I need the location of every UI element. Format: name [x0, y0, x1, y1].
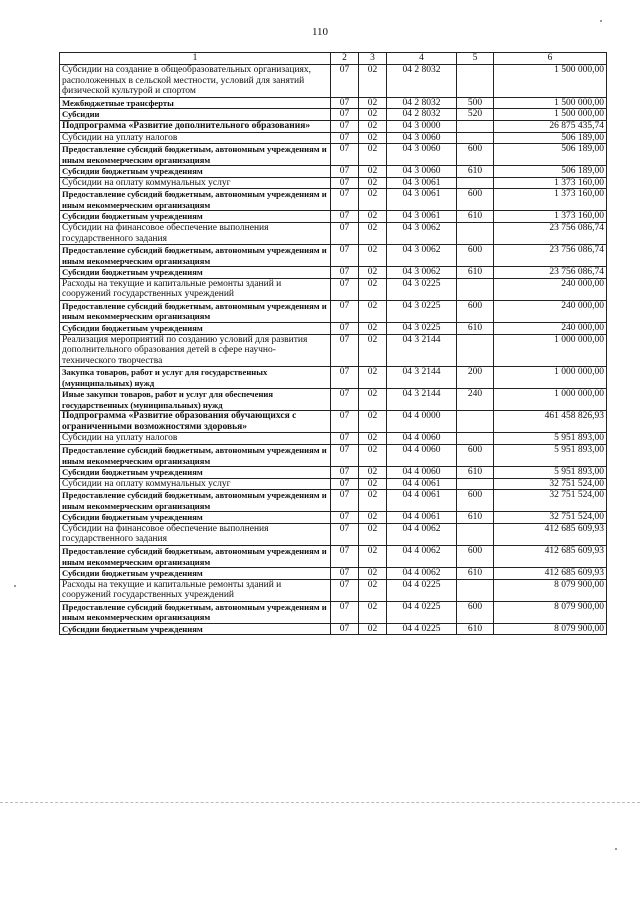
row-col-2: 07: [331, 177, 359, 189]
row-col-5: 610: [457, 267, 494, 279]
row-col-4: 04 4 0060: [387, 467, 457, 479]
row-col-2: 07: [331, 411, 359, 433]
table-row: [60, 189, 607, 211]
table-row: [60, 300, 607, 322]
row-col-3: 02: [359, 245, 387, 267]
row-name: Предоставление субсидий бюджетным, автономным учреждениям и иным некоммерческим организациям: [60, 490, 331, 512]
row-col-2: 07: [331, 211, 359, 223]
row-name: Межбюджетные трансферты: [60, 97, 331, 109]
row-col-3: 02: [359, 267, 387, 279]
table-row: [60, 132, 607, 144]
row-name: Субсидии на уплату налогов: [60, 132, 331, 144]
row-col-4: 04 4 0062: [387, 523, 457, 545]
row-name: Субсидии на финансовое обеспечение выполнения государственного задания: [60, 523, 331, 545]
row-name: Субсидии бюджетным учреждениям: [60, 512, 331, 524]
row-col-2: 07: [331, 334, 359, 367]
header-col-5: 5: [457, 53, 494, 65]
table-row: [60, 334, 607, 367]
row-col-3: 02: [359, 490, 387, 512]
row-amount: 1 000 000,00: [494, 389, 607, 411]
row-name: Предоставление субсидий бюджетным, автономным учреждениям и иным некоммерческим организациям: [60, 300, 331, 322]
row-amount: 8 079 900,00: [494, 601, 607, 623]
row-name: Субсидии бюджетным учреждениям: [60, 623, 331, 635]
row-amount: 412 685 609,93: [494, 546, 607, 568]
row-col-2: 07: [331, 322, 359, 334]
row-amount: 32 751 524,00: [494, 512, 607, 524]
row-name: Предоставление субсидий бюджетным, автономным учреждениям и иным некоммерческим организациям: [60, 189, 331, 211]
row-col-5: [457, 222, 494, 244]
row-col-3: 02: [359, 144, 387, 166]
table-row: [60, 245, 607, 267]
row-name: Подпрограмма «Развитие образования обучающихся с ограниченными возможностями здоровья»: [60, 411, 331, 433]
row-col-3: 02: [359, 568, 387, 580]
row-col-2: 07: [331, 579, 359, 601]
row-name: Предоставление субсидий бюджетным, автономным учреждениям и иным некоммерческим организациям: [60, 245, 331, 267]
row-col-5: [457, 278, 494, 300]
table-body: [60, 65, 607, 635]
table-row: [60, 120, 607, 132]
row-col-3: 02: [359, 300, 387, 322]
row-col-5: [457, 65, 494, 98]
table-row: [60, 177, 607, 189]
row-name: Предоставление субсидий бюджетным, автономным учреждениям и иным некоммерческим организациям: [60, 546, 331, 568]
row-col-3: 02: [359, 467, 387, 479]
table-row: [60, 144, 607, 166]
row-col-3: 02: [359, 177, 387, 189]
row-name: Предоставление субсидий бюджетным, автономным учреждениям и иным некоммерческим организациям: [60, 445, 331, 467]
row-amount: 26 875 435,74: [494, 120, 607, 132]
row-col-2: 07: [331, 245, 359, 267]
row-col-4: 04 3 0000: [387, 120, 457, 132]
row-col-3: 02: [359, 512, 387, 524]
row-col-2: 07: [331, 189, 359, 211]
row-col-4: 04 4 0225: [387, 623, 457, 635]
row-col-3: 02: [359, 322, 387, 334]
table-row: [60, 411, 607, 433]
row-col-4: 04 3 0062: [387, 267, 457, 279]
table-row: [60, 222, 607, 244]
row-name: Субсидии на оплату коммунальных услуг: [60, 478, 331, 490]
row-col-5: 600: [457, 490, 494, 512]
row-col-5: [457, 478, 494, 490]
header-col-4: 4: [387, 53, 457, 65]
row-col-4: 04 4 0060: [387, 445, 457, 467]
row-name: Предоставление субсидий бюджетным, автономным учреждениям и иным некоммерческим организациям: [60, 144, 331, 166]
row-name: Расходы на текущие и капитальные ремонты зданий и сооружений государственных учреждений: [60, 278, 331, 300]
row-col-5: 240: [457, 389, 494, 411]
row-col-2: 07: [331, 467, 359, 479]
table-row: [60, 433, 607, 445]
row-col-2: 07: [331, 623, 359, 635]
row-name: Подпрограмма «Развитие дополнительного образования»: [60, 120, 331, 132]
row-col-3: 02: [359, 222, 387, 244]
row-col-3: 02: [359, 97, 387, 109]
table-row: [60, 322, 607, 334]
table-row: [60, 523, 607, 545]
row-col-5: 600: [457, 245, 494, 267]
row-col-4: 04 4 0000: [387, 411, 457, 433]
row-amount: 1 373 160,00: [494, 189, 607, 211]
row-col-4: 04 4 0061: [387, 490, 457, 512]
row-amount: 5 951 893,00: [494, 467, 607, 479]
row-col-5: 610: [457, 623, 494, 635]
row-col-4: 04 3 0062: [387, 245, 457, 267]
row-col-3: 02: [359, 433, 387, 445]
row-col-2: 07: [331, 512, 359, 524]
row-col-4: 04 3 0061: [387, 189, 457, 211]
row-col-2: 07: [331, 490, 359, 512]
table-row: [60, 546, 607, 568]
row-amount: 23 756 086,74: [494, 267, 607, 279]
row-col-2: 07: [331, 389, 359, 411]
row-col-5: [457, 523, 494, 545]
row-col-2: 07: [331, 97, 359, 109]
row-col-3: 02: [359, 478, 387, 490]
table-row: [60, 490, 607, 512]
row-col-5: [457, 120, 494, 132]
row-col-2: 07: [331, 367, 359, 389]
row-amount: 32 751 524,00: [494, 490, 607, 512]
row-col-5: 600: [457, 144, 494, 166]
scan-speck: [14, 585, 16, 587]
row-col-4: 04 4 0225: [387, 601, 457, 623]
row-col-2: 07: [331, 132, 359, 144]
row-col-5: 600: [457, 445, 494, 467]
table-row: [60, 367, 607, 389]
row-col-4: 04 2 8032: [387, 109, 457, 121]
row-col-4: 04 3 0061: [387, 177, 457, 189]
table-row: [60, 109, 607, 121]
table-row: [60, 445, 607, 467]
scan-speck: [600, 20, 602, 22]
header-col-6: 6: [494, 53, 607, 65]
table-row: [60, 389, 607, 411]
row-col-3: 02: [359, 546, 387, 568]
table-row: [60, 478, 607, 490]
row-amount: 240 000,00: [494, 300, 607, 322]
row-col-5: [457, 334, 494, 367]
row-col-5: 600: [457, 189, 494, 211]
row-col-5: 600: [457, 546, 494, 568]
row-name: Закупка товаров, работ и услуг для государственных (муниципальных) нужд: [60, 367, 331, 389]
table-row: [60, 278, 607, 300]
row-amount: 5 951 893,00: [494, 433, 607, 445]
row-name: Субсидии на оплату коммунальных услуг: [60, 177, 331, 189]
row-col-3: 02: [359, 278, 387, 300]
row-name: Субсидии на финансовое обеспечение выполнения государственного задания: [60, 222, 331, 244]
row-col-3: 02: [359, 189, 387, 211]
row-col-2: 07: [331, 523, 359, 545]
row-amount: 1 500 000,00: [494, 65, 607, 98]
table-row: [60, 166, 607, 178]
row-col-3: 02: [359, 132, 387, 144]
row-amount: 506 189,00: [494, 132, 607, 144]
row-col-5: 200: [457, 367, 494, 389]
table-row: [60, 568, 607, 580]
row-amount: 1 373 160,00: [494, 211, 607, 223]
row-col-4: 04 4 0061: [387, 512, 457, 524]
table-row: [60, 623, 607, 635]
row-amount: 240 000,00: [494, 278, 607, 300]
row-col-5: 610: [457, 211, 494, 223]
row-col-2: 07: [331, 120, 359, 132]
row-amount: 23 756 086,74: [494, 245, 607, 267]
row-amount: 412 685 609,93: [494, 523, 607, 545]
row-col-4: 04 4 0061: [387, 478, 457, 490]
row-col-4: 04 3 0060: [387, 132, 457, 144]
row-amount: 8 079 900,00: [494, 623, 607, 635]
row-amount: 506 189,00: [494, 166, 607, 178]
row-col-4: 04 3 2144: [387, 389, 457, 411]
row-name: Субсидии: [60, 109, 331, 121]
row-amount: 240 000,00: [494, 322, 607, 334]
row-col-3: 02: [359, 120, 387, 132]
row-amount: 23 756 086,74: [494, 222, 607, 244]
row-col-2: 07: [331, 300, 359, 322]
row-amount: 506 189,00: [494, 144, 607, 166]
table-row: [60, 211, 607, 223]
row-col-3: 02: [359, 523, 387, 545]
row-col-3: 02: [359, 166, 387, 178]
row-col-4: 04 2 8032: [387, 65, 457, 98]
row-name: Субсидии бюджетным учреждениям: [60, 166, 331, 178]
table-row: [60, 467, 607, 479]
row-amount: 8 079 900,00: [494, 579, 607, 601]
table-row: [60, 601, 607, 623]
row-amount: 412 685 609,93: [494, 568, 607, 580]
row-col-4: 04 2 8032: [387, 97, 457, 109]
row-col-3: 02: [359, 109, 387, 121]
table-row: [60, 65, 607, 98]
row-name: Предоставление субсидий бюджетным, автономным учреждениям и иным некоммерческим организациям: [60, 601, 331, 623]
row-col-2: 07: [331, 568, 359, 580]
row-col-4: 04 4 0060: [387, 433, 457, 445]
row-name: Субсидии бюджетным учреждениям: [60, 322, 331, 334]
row-col-3: 02: [359, 211, 387, 223]
header-col-3: 3: [359, 53, 387, 65]
row-col-5: 600: [457, 601, 494, 623]
header-col-2: 2: [331, 53, 359, 65]
row-col-3: 02: [359, 389, 387, 411]
row-name: Расходы на текущие и капитальные ремонты зданий и сооружений государственных учреждений: [60, 579, 331, 601]
row-amount: 1 500 000,00: [494, 97, 607, 109]
table-header-row: [60, 53, 607, 65]
row-col-3: 02: [359, 601, 387, 623]
row-col-2: 07: [331, 433, 359, 445]
row-col-4: 04 3 0060: [387, 166, 457, 178]
header-col-1: 1: [60, 53, 331, 65]
row-col-4: 04 3 2144: [387, 367, 457, 389]
row-col-2: 07: [331, 478, 359, 490]
row-col-3: 02: [359, 411, 387, 433]
row-amount: 461 458 826,93: [494, 411, 607, 433]
row-name: Реализация мероприятий по созданию условий для развития дополнительного образования детей в сфере научно-технического творчества: [60, 334, 331, 367]
row-name: Субсидии на создание в общеобразовательных организациях, расположенных в сельской местности, условий для занятий физической культурой и спортом: [60, 65, 331, 98]
row-col-2: 07: [331, 546, 359, 568]
table-row: [60, 512, 607, 524]
row-col-4: 04 4 0062: [387, 546, 457, 568]
row-col-3: 02: [359, 367, 387, 389]
row-col-5: [457, 177, 494, 189]
row-col-5: 610: [457, 166, 494, 178]
row-col-2: 07: [331, 144, 359, 166]
row-col-2: 07: [331, 65, 359, 98]
row-name: Иные закупки товаров, работ и услуг для обеспечения государственных (муниципальных) нужд: [60, 389, 331, 411]
row-col-3: 02: [359, 65, 387, 98]
row-col-4: 04 3 0225: [387, 278, 457, 300]
row-name: Субсидии бюджетным учреждениям: [60, 267, 331, 279]
table-row: [60, 579, 607, 601]
row-col-5: 610: [457, 568, 494, 580]
row-col-2: 07: [331, 267, 359, 279]
row-name: Субсидии на уплату налогов: [60, 433, 331, 445]
row-name: Субсидии бюджетным учреждениям: [60, 467, 331, 479]
row-col-5: 610: [457, 512, 494, 524]
row-amount: 1 500 000,00: [494, 109, 607, 121]
row-col-4: 04 4 0062: [387, 568, 457, 580]
row-col-5: [457, 433, 494, 445]
scan-speck: [615, 848, 617, 850]
table-row: [60, 267, 607, 279]
row-col-2: 07: [331, 109, 359, 121]
row-col-4: 04 3 0062: [387, 222, 457, 244]
row-col-4: 04 3 0225: [387, 322, 457, 334]
row-col-3: 02: [359, 579, 387, 601]
table-row: [60, 97, 607, 109]
row-col-3: 02: [359, 445, 387, 467]
row-col-5: [457, 411, 494, 433]
row-col-2: 07: [331, 222, 359, 244]
row-col-5: [457, 579, 494, 601]
row-col-4: 04 4 0225: [387, 579, 457, 601]
budget-table: [59, 52, 607, 635]
row-name: Субсидии бюджетным учреждениям: [60, 568, 331, 580]
row-amount: 32 751 524,00: [494, 478, 607, 490]
row-col-2: 07: [331, 445, 359, 467]
row-col-4: 04 3 2144: [387, 334, 457, 367]
row-col-4: 04 3 0061: [387, 211, 457, 223]
row-col-2: 07: [331, 166, 359, 178]
row-col-5: 600: [457, 300, 494, 322]
scan-artifact-line: [0, 802, 640, 803]
row-col-5: 610: [457, 322, 494, 334]
row-col-5: 610: [457, 467, 494, 479]
row-amount: 1 000 000,00: [494, 334, 607, 367]
row-amount: 1 000 000,00: [494, 367, 607, 389]
row-col-4: 04 3 0225: [387, 300, 457, 322]
row-col-3: 02: [359, 623, 387, 635]
row-name: Субсидии бюджетным учреждениям: [60, 211, 331, 223]
row-col-5: 520: [457, 109, 494, 121]
row-col-2: 07: [331, 278, 359, 300]
row-col-3: 02: [359, 334, 387, 367]
row-col-5: 500: [457, 97, 494, 109]
page-number: 110: [311, 26, 329, 38]
row-col-2: 07: [331, 601, 359, 623]
row-amount: 1 373 160,00: [494, 177, 607, 189]
row-col-5: [457, 132, 494, 144]
row-col-4: 04 3 0060: [387, 144, 457, 166]
row-amount: 5 951 893,00: [494, 445, 607, 467]
